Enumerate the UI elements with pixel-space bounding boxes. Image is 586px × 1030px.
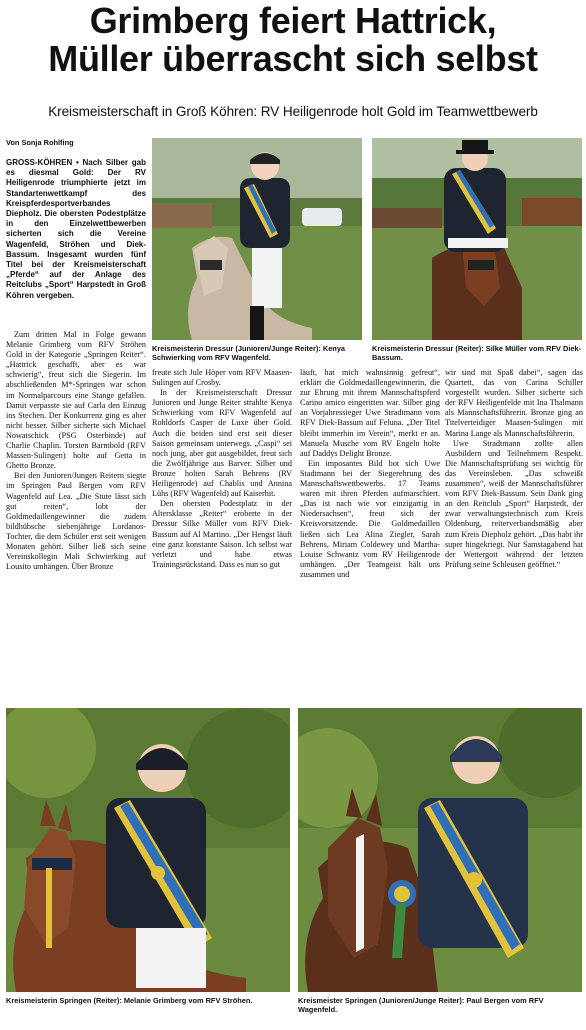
col2-paragraph-3: Den obersten Podestplatz in der Altersklasse „Reiter“ eroberte in der Dressur Silke Müller vom RFV Diek-Bassum auf Al Martino. „Der Hengst läuft eine ganz konstante Saison. Ich selbst war verletzt und habe etwas Trainingsrückstand. Dass es nun so gut	[152, 499, 292, 569]
col3-paragraph-2: Ein imposantes Bild bot sich Uwe Stadtmann bei der Siegerehrung des Mannschaftswettbewerbs. 17 Teams waren mit ihren Pferden aufmarschiert. „Das ist nach wie vor einzigartig in Niedersachsen“, freut sich der Kreisvorsitzende. Die Goldmedaillen ließen sich Lea Alina Ziegler, Sarah Behrens, Miriam Coldewey und Martha-Louise Schwantz vom RV Heiligenrode umhängen. „Der Teamgeist hält uns zusammen und	[300, 458, 440, 579]
photo-dressage-rider	[372, 138, 582, 340]
article-column-3	[300, 368, 440, 580]
headline-line-2: Müller überrascht sich selbst	[48, 38, 538, 79]
col4-paragraph-2: Uwe Stradtmann zollte allen Ausbildern und Teilnehmern Respekt. Die Mannschaftsprüfung sei wichtig für das Vereinsleben. „Das schweißt zusammen“, weiß der Mannschaftsführer vom RFV Diek-Bassum. Sein Dank ging an den Reitclub „Sport“ Harpstedt, der zwar verwaltungstechnisch zum Kreis Oldenburg, reiterverbandsmäßig aber zum Kreis Diepholz gehört. „Das habt ihr super hingekriegt. Nur Samstagabend hat der Wettergott während der letzten Prüfung seine Schleusen geöffnet.“	[445, 438, 583, 569]
col2-paragraph-2: In der Kreismeisterschaft Dressur Junioren und Junge Reiter strahlte Kenya Schwierking vom RFV Wagenfeld auf Rohldorfs Casper de Luxe über Gold. Auch die beiden sind erst seit dieser Saison gemeinsam unterwegs. „Caspi“ sei noch jung, aber gut ausgebildet, freut sich die Zwölfjährige aus Barver. Silber und Bronze holten Sarah Behrens (RV Heiligenrode) auf Chablis und Annina Lühs (RFV Wagenfeld) auf Kaiserhit.	[152, 388, 292, 499]
caption-photo-jumping-junior: Kreismeister Springen (Junioren/Junge Reiter): Paul Bergen vom RFV Wagenfeld.	[298, 996, 544, 1015]
col3-paragraph-1: läuft, hat mich wahnsinnig gefreut“, erklärt die Goldmedaillengewinnerin, die zur Ehrung mit ihrem Mannschaftspferd Carino amico eingeritten war. Silber ging an Vorjahressieger Uwe Stradtmann vom RFV Diek-Bassum auf Feluna. „Der Titel bleibt immerhin im Verein“, merkt er an. Manuela Musche vom RV Engeln holte auf Daddys Delight Bronze.	[300, 368, 440, 458]
photo-dressage-junior	[152, 138, 362, 340]
col4-paragraph-1: wir sind mit Spaß dabei“, sagen das Quartett, das von Carina Schiller vorgestellt wurden. Silber sicherte sich der RFV Heiligenfelde mit Ina Thalmann als Mannschaftsführerin. Bronze ging an Titelverteidiger Maasen-Sulingen mit Marina Lange als Mannschaftsführerin.	[445, 368, 583, 438]
byline: Von Sonja Rohlfing	[6, 138, 74, 147]
photo-jumping-rider	[6, 708, 290, 992]
article-column-4	[445, 368, 583, 570]
article-column-2	[152, 368, 292, 570]
caption-photo-dressage-rider: Kreismeisterin Dressur (Reiter): Silke Müller vom RFV Diek-Bassum.	[372, 344, 582, 363]
headline-line-1: Grimberg feiert Hattrick,	[89, 0, 497, 41]
col2-paragraph-1: freute sich Jule Höper vom RFV Maasen-Sulingen auf Crosby.	[152, 368, 292, 388]
article-subline: Kreismeisterschaft in Groß Köhren: RV Heiligenrode holt Gold im Teamwettbewerb	[48, 104, 538, 119]
lead-paragraph: GROSS-KÖHREN • Nach Silber gab es diesmal Gold: Der RV Heiligenrode triumphierte jetzt im Standartenwettkampf des Kreispferdesportverbandes Diepholz. Die obersten Podestplätze in den Einzelwettbewerben sicherten sich die Vereine Wagenfeld, Ströhen und Diek-Bassum. Insgesamt wurden fünf Titel bei der Kreismeisterschaft „Pferde“ auf der Anlage des Reitclubs „Sport“ Harpstedt in Groß Köhren vergeben.	[6, 158, 146, 300]
caption-photo-jumping-rider: Kreismeisterin Springen (Reiter): Melanie Grimberg vom RFV Ströhen.	[6, 996, 253, 1005]
article-headline	[0, 2, 586, 78]
caption-photo-dressage-junior: Kreismeisterin Dressur (Junioren/Junge Reiter): Kenya Schwierking vom RFV Wagenfeld.	[152, 344, 346, 363]
col1-paragraph-1: Zum dritten Mal in Folge gewann Melanie Grimberg vom RFV Ströhen Gold in der Kategorie „Springen Reiter“. „Hattrick geschafft, aber es war schwierig“, freut sich die Siegerin. Im abschließenden M*-Springen war schon im Normalparcours eine Stange gefallen. Damit verpasste sie auf Carla den Einzug ins Stechen. Der Konkurrenz ging es aber nicht besser. Silber sicherte sich Michael Nowatschick (PSG Osterbinde) auf Charlie Chaplin. Torsten Barmbold (RFV Massen-Sulingen) holte auf Getta in Ghetto Bronze.	[6, 330, 146, 471]
col1-paragraph-2: Bei den Junioren/Jungen Reitern siegte im Springen Paul Bergen vom RFV Wagenfeld auf Lea. „Die Stute lässt sich gut reiten“, lobt der Goldmedaillengewinner die zudem bildhübsche siebenjährige Lordanos-Tochter, die dem Schüler erst seit wenigen Monaten gehört. Silber ließ sich seine Vereinskollegin Mali Schwierking auf Lousito umhängen. Über Bronze	[6, 471, 146, 572]
photo-jumping-junior	[298, 708, 582, 992]
article-column-1	[6, 330, 146, 572]
